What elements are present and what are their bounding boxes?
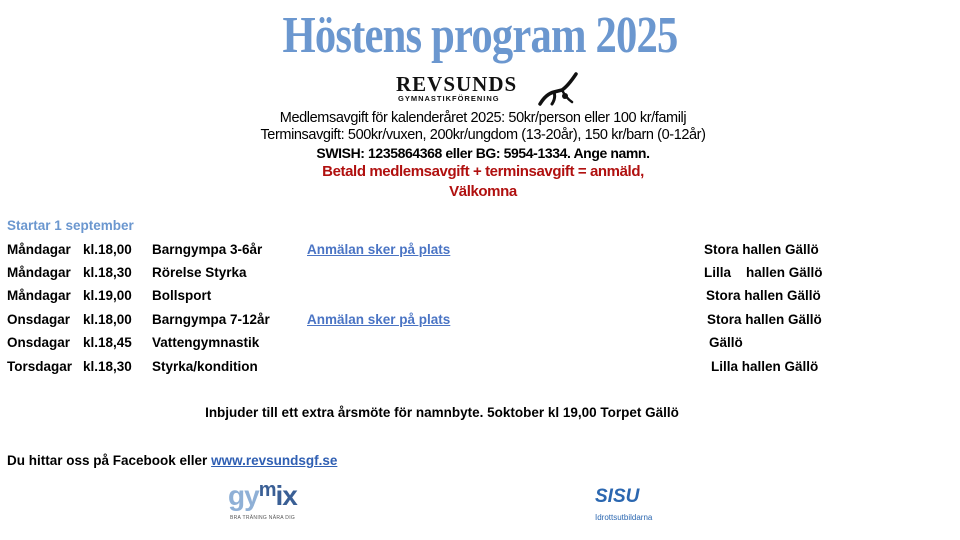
row-activity: Barngympa 3-6år — [152, 242, 263, 257]
row-location: Lilla hallen Gällö — [711, 359, 819, 374]
payment-info: SWISH: 1235864368 eller BG: 5954-1334. Ange namn. — [316, 145, 650, 161]
row-activity: Barngympa 7-12år — [152, 312, 270, 327]
row-location: Lilla hallen Gällö — [704, 265, 823, 280]
gymnast-figure-icon — [532, 72, 582, 106]
gymmix-wordmark: $gy^mix$ — [228, 479, 297, 511]
registration-link[interactable]: Anmälan sker på plats — [307, 242, 451, 257]
facebook-text: Du hittar oss på Facebook eller — [7, 453, 208, 468]
gymmix-tagline: BRA TRÄNING NÄRA DIG — [230, 515, 296, 521]
row-location: Gällö — [709, 335, 743, 350]
row-time: kl.18,00 — [83, 242, 132, 257]
gymmix-logo — [226, 479, 330, 522]
membership-fee: Medlemsavgift för kalenderåret 2025: 50kr/person eller 100 kr/familj — [279, 110, 687, 126]
facebook-line — [7, 453, 337, 468]
row-day: Måndagar — [7, 265, 71, 280]
schedule-row — [0, 359, 960, 379]
schedule-row — [0, 335, 960, 355]
row-location: Stora hallen Gällö — [704, 242, 819, 257]
row-time: kl.18,00 — [83, 312, 132, 327]
row-time: kl.19,00 — [83, 288, 132, 303]
row-activity: Bollsport — [152, 288, 212, 303]
row-time: kl.18,45 — [83, 335, 132, 350]
row-time: kl.18,30 — [83, 359, 132, 374]
row-location: Stora hallen Gällö — [706, 288, 821, 303]
schedule-row — [0, 312, 960, 332]
registration-note: Betald medlemsavgift + terminsavgift = anmäld, — [322, 163, 644, 180]
sisu-wordmark: SISU — [595, 486, 640, 507]
schedule-row — [0, 242, 960, 262]
row-activity: Styrka/kondition — [152, 359, 258, 374]
start-date: Startar 1 september — [7, 218, 134, 233]
row-location: Stora hallen Gällö — [707, 312, 822, 327]
row-day: Måndagar — [7, 288, 71, 303]
term-fee: Terminsavgift: 500kr/vuxen, 200kr/ungdom (13-20år), 150 kr/barn (0-12år) — [260, 127, 706, 143]
website-link[interactable]: www.revsundsgf.se — [211, 453, 338, 468]
logo-name: REVSUNDS — [396, 72, 518, 96]
welcome-text: Välkomna — [449, 183, 517, 200]
page-title: Höstens program 2025 — [282, 7, 678, 64]
sisu-subtitle: Idrottsutbildarna — [595, 513, 653, 522]
schedule-row — [0, 265, 960, 285]
row-day: Onsdagar — [7, 312, 71, 327]
row-day: Onsdagar — [7, 335, 71, 350]
row-day: Torsdagar — [7, 359, 73, 374]
registration-link[interactable]: Anmälan sker på plats — [307, 312, 451, 327]
row-time: kl.18,30 — [83, 265, 132, 280]
annual-meeting-notice: Inbjuder till ett extra årsmöte för namnbyte. 5oktober kl 19,00 Torpet Gällö — [205, 405, 679, 420]
row-day: Måndagar — [7, 242, 71, 257]
schedule-row — [0, 288, 960, 308]
row-activity: Rörelse Styrka — [152, 265, 247, 280]
logo-subtitle: GYMNASTIKFÖRENING — [398, 94, 500, 103]
revsunds-logo — [392, 72, 582, 108]
row-activity: Vattengymnastik — [152, 335, 260, 350]
sisu-logo — [590, 486, 660, 524]
